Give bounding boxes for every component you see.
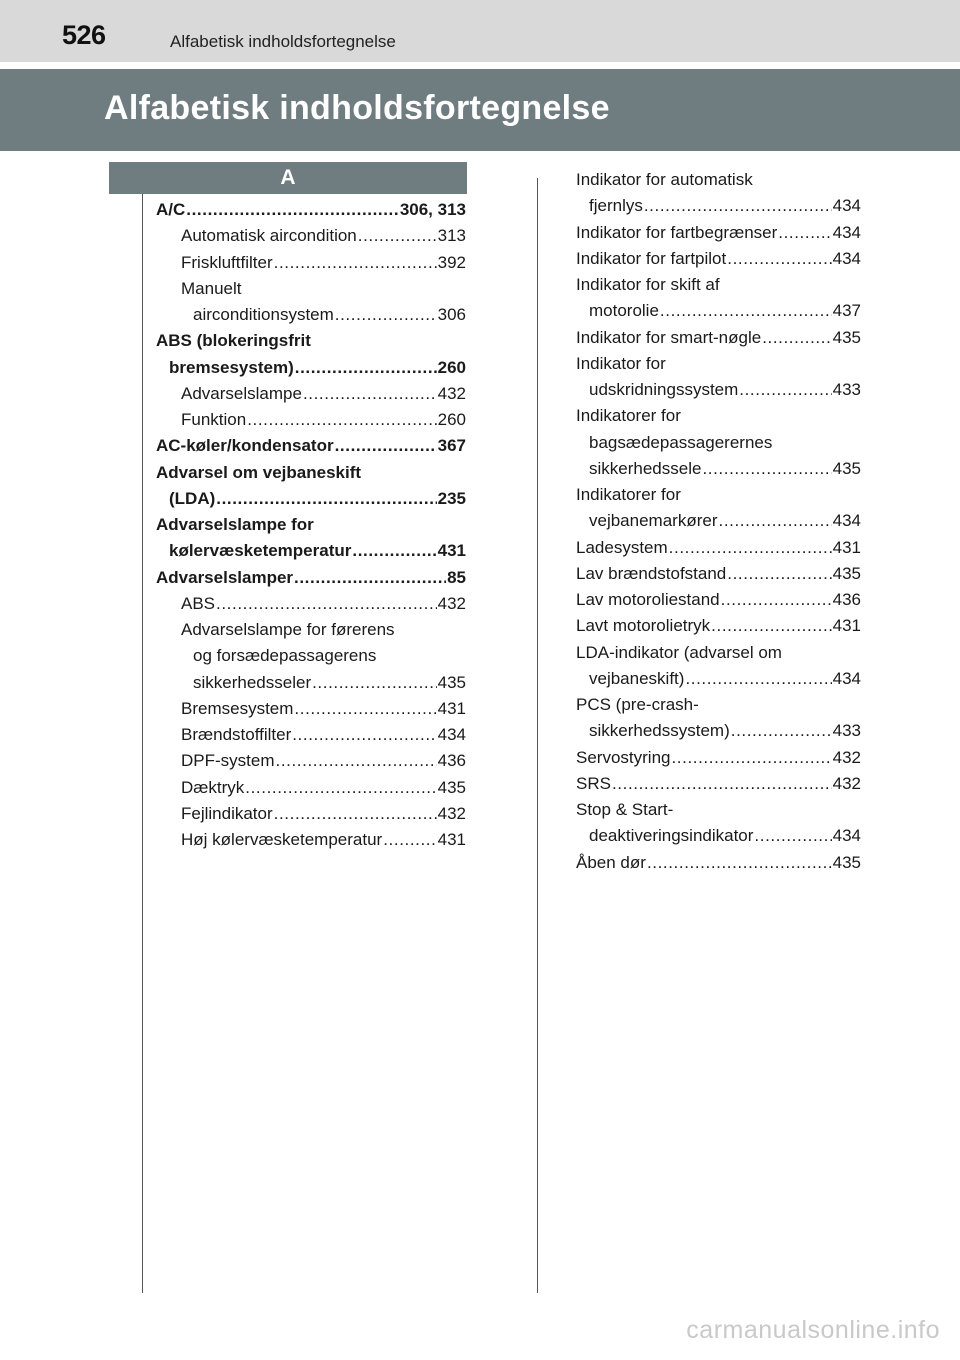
index-entry-term: sikkerhedssystem) xyxy=(589,721,730,741)
dot-leader xyxy=(276,748,437,774)
index-entry xyxy=(156,197,466,223)
index-entry-term: Indikator for xyxy=(576,353,666,373)
index-entry-term: airconditionsystem xyxy=(193,305,334,324)
dot-leader xyxy=(660,298,832,324)
index-entry-term: Friskluftfilter xyxy=(181,252,273,272)
index-entry-term: vejbaneskift) xyxy=(589,668,685,688)
chapter-banner xyxy=(0,69,960,151)
section-letter: A xyxy=(280,166,296,189)
index-entry-page: 313 xyxy=(437,226,466,246)
dot-leader xyxy=(216,591,437,617)
index-entry xyxy=(156,381,466,407)
index-entry-term: fjernlys xyxy=(589,196,643,216)
index-entry-page: 431 xyxy=(437,830,466,849)
index-entry-term: Automatisk aircondition xyxy=(181,226,357,246)
running-title: Alfabetisk indholdsfortegnelse xyxy=(170,32,396,51)
index-entry xyxy=(576,850,861,876)
index-entry-page: 432 xyxy=(437,593,466,613)
index-entry-term: Servostyring xyxy=(576,747,671,767)
left-column-rule xyxy=(142,178,143,1293)
index-entry-term: Indikator for skift af xyxy=(576,275,720,294)
index-entry-page: 432 xyxy=(832,747,861,767)
index-entry xyxy=(156,643,466,669)
dot-leader xyxy=(644,193,832,219)
index-entry xyxy=(576,535,861,561)
dot-leader xyxy=(303,381,437,407)
index-column-right xyxy=(576,167,861,876)
index-entry-page: 431 xyxy=(437,698,466,718)
dot-leader xyxy=(612,771,832,797)
index-entry xyxy=(156,276,466,302)
index-entry-term: kølervæsketemperatur xyxy=(169,541,352,561)
index-entry-term: AC-køler/kondensator xyxy=(156,436,334,456)
index-entry xyxy=(576,220,861,246)
index-entry xyxy=(156,433,466,459)
index-entry-term: bagsædepassagerernes xyxy=(589,432,773,452)
index-entry-page: 260 xyxy=(437,357,466,377)
dot-leader xyxy=(685,666,831,692)
index-entry-page: 235 xyxy=(437,488,466,508)
index-entry-page: 434 xyxy=(832,511,861,531)
index-entry xyxy=(156,407,466,433)
index-entry xyxy=(156,250,466,276)
index-entry xyxy=(156,460,466,486)
index-entry xyxy=(576,771,861,797)
index-entry xyxy=(576,167,861,193)
dot-leader xyxy=(245,775,436,801)
index-entry-page: 306 xyxy=(437,305,466,324)
index-entry-page: 435 xyxy=(832,458,861,478)
index-entry-term: Advarselslamper xyxy=(156,567,294,587)
index-entry xyxy=(576,613,861,639)
index-entry xyxy=(576,692,861,718)
index-entry xyxy=(156,670,466,696)
dot-leader xyxy=(335,302,437,328)
index-entry-term: ABS (blokeringsfrit xyxy=(156,331,311,351)
index-entry xyxy=(576,823,861,849)
index-entry xyxy=(156,302,466,328)
index-entry xyxy=(576,508,861,534)
index-entry-term: bremsesystem) xyxy=(169,357,294,377)
index-entry-page: 434 xyxy=(832,826,861,846)
index-entry xyxy=(576,246,861,272)
index-entry-page: 431 xyxy=(437,541,466,561)
index-entry-page: 434 xyxy=(832,222,861,242)
index-entry xyxy=(156,486,466,512)
index-column-left xyxy=(156,197,466,853)
dot-leader xyxy=(702,456,831,482)
index-entry-term: og forsædepassagerens xyxy=(193,646,377,666)
index-entry-page: 431 xyxy=(832,616,861,636)
index-entry xyxy=(576,745,861,771)
dot-leader xyxy=(739,377,831,403)
dot-leader xyxy=(274,250,437,276)
watermark: carmanualsonline.info xyxy=(686,1316,940,1344)
index-entry-page: 435 xyxy=(437,777,466,797)
dot-leader xyxy=(727,246,831,272)
index-entry-term: Lav brændstofstand xyxy=(576,563,727,583)
index-entry xyxy=(576,298,861,324)
index-entry-term: Funktion xyxy=(181,410,247,429)
index-entry-term: Indikatorer for xyxy=(576,406,681,426)
index-entry xyxy=(156,827,466,853)
index-entry xyxy=(576,561,861,587)
dot-leader xyxy=(669,535,832,561)
dot-leader xyxy=(186,197,399,223)
index-entry xyxy=(156,223,466,249)
index-entry-page: 260 xyxy=(437,410,466,429)
index-entry-term: udskridningssystem xyxy=(589,380,739,399)
index-entry-page: 392 xyxy=(437,252,466,272)
index-entry xyxy=(576,797,861,823)
index-entry xyxy=(576,403,861,429)
index-entry-term: Fejlindikator xyxy=(181,803,273,823)
index-entry-term: Indikator for automatisk xyxy=(576,170,753,189)
index-entry xyxy=(156,801,466,827)
index-entry-page: 434 xyxy=(832,196,861,216)
index-entry xyxy=(156,538,466,564)
top-header-bar xyxy=(0,0,960,62)
index-entry-page: 435 xyxy=(832,327,861,347)
dot-leader xyxy=(335,433,437,459)
index-entry-term: Ladesystem xyxy=(576,537,668,557)
index-entry xyxy=(576,193,861,219)
index-entry xyxy=(576,718,861,744)
index-entry-term: Brændstoffilter xyxy=(181,725,292,744)
index-entry-page: 432 xyxy=(832,773,861,793)
index-entry xyxy=(156,617,466,643)
index-entry-term: (LDA) xyxy=(169,488,216,508)
index-entry-term: vejbanemarkører xyxy=(589,511,718,531)
dot-leader xyxy=(719,508,832,534)
index-entry-term: Lav motoroliestand xyxy=(576,590,720,609)
index-entry-term: DPF-system xyxy=(181,751,275,771)
dot-leader xyxy=(754,823,831,849)
dot-leader xyxy=(383,827,436,853)
index-entry xyxy=(576,351,861,377)
index-entry-page: 306, 313 xyxy=(399,200,466,219)
section-letter-bar xyxy=(109,162,467,194)
index-entry-page: 437 xyxy=(832,301,861,321)
index-entry-page: 436 xyxy=(832,590,861,609)
index-entry-page: 434 xyxy=(437,725,466,744)
index-entry-term: Høj kølervæsketemperatur xyxy=(181,830,383,849)
middle-column-rule xyxy=(537,178,538,1293)
index-entry-term: Indikator for fartpilot xyxy=(576,248,727,268)
dot-leader xyxy=(711,613,831,639)
index-entry xyxy=(576,377,861,403)
index-entry-page: 367 xyxy=(437,436,466,456)
index-entry-term: sikkerhedsseler xyxy=(193,672,312,692)
index-entry-term: Advarselslampe xyxy=(181,383,302,403)
chapter-title: Alfabetisk indholdsfortegnelse xyxy=(104,89,610,127)
dot-leader xyxy=(671,745,831,771)
dot-leader xyxy=(312,670,437,696)
index-entry-term: Advarselslampe for xyxy=(156,515,314,534)
dot-leader xyxy=(294,696,436,722)
dot-leader xyxy=(647,850,832,876)
index-entry xyxy=(156,328,466,354)
index-entry xyxy=(576,456,861,482)
index-entry-term: Indikator for smart-nøgle xyxy=(576,327,762,347)
dot-leader xyxy=(358,223,437,249)
index-entry-term: Lavt motorolietryk xyxy=(576,616,711,636)
index-entry-page: 432 xyxy=(437,803,466,823)
index-entry-page: 434 xyxy=(832,668,861,688)
dot-leader xyxy=(294,565,446,591)
index-entry-term: Bremsesystem xyxy=(181,698,294,718)
index-entry xyxy=(156,591,466,617)
index-entry-page: 435 xyxy=(437,672,466,692)
index-entry-term: LDA-indikator (advarsel om xyxy=(576,642,782,662)
index-entry xyxy=(576,430,861,456)
index-entry-term: SRS xyxy=(576,773,611,793)
index-entry xyxy=(576,666,861,692)
index-entry xyxy=(156,722,466,748)
index-entry-page: 433 xyxy=(832,721,861,741)
index-entry xyxy=(576,325,861,351)
index-entry-term: motorolie xyxy=(589,301,659,321)
index-entry xyxy=(156,512,466,538)
index-entry-page: 434 xyxy=(832,248,861,268)
index-entry xyxy=(156,355,466,381)
index-entry-term: PCS (pre-crash- xyxy=(576,695,699,714)
index-entry-term: A/C xyxy=(156,200,186,219)
index-entry-page: 436 xyxy=(437,751,466,771)
dot-leader xyxy=(762,325,831,351)
index-entry-term: sikkerhedssele xyxy=(589,458,702,478)
dot-leader xyxy=(731,718,832,744)
dot-leader xyxy=(295,355,437,381)
dot-leader xyxy=(352,538,436,564)
index-entry-term: ABS xyxy=(181,593,216,613)
index-entry-term: Manuelt xyxy=(181,278,242,298)
index-entry-term: Dæktryk xyxy=(181,777,245,797)
index-entry xyxy=(156,775,466,801)
dot-leader xyxy=(292,722,436,748)
index-entry-page: 431 xyxy=(832,537,861,557)
index-entry-page: 432 xyxy=(437,383,466,403)
index-entry-term: Stop & Start- xyxy=(576,800,674,819)
index-entry xyxy=(576,587,861,613)
index-entry xyxy=(576,482,861,508)
index-entry-term: Advarsel om vejbaneskift xyxy=(156,462,362,482)
index-entry xyxy=(156,565,466,591)
index-entry xyxy=(576,640,861,666)
dot-leader xyxy=(778,220,831,246)
index-entry xyxy=(576,272,861,298)
index-entry-page: 433 xyxy=(832,380,861,399)
index-entry-term: deaktiveringsindikator xyxy=(589,826,754,846)
dot-leader xyxy=(247,407,436,433)
dot-leader xyxy=(727,561,831,587)
index-entry-term: Indikatorer for xyxy=(576,485,681,504)
index-entry-page: 85 xyxy=(447,567,466,587)
index-entry-term: Åben dør xyxy=(576,852,646,872)
index-entry-term: Advarselslampe for førerens xyxy=(181,620,395,639)
index-entry-page: 435 xyxy=(832,852,861,872)
dot-leader xyxy=(721,587,832,613)
index-entry-term: Indikator for fartbegrænser xyxy=(576,222,778,242)
index-entry-page: 435 xyxy=(832,563,861,583)
dot-leader xyxy=(274,801,437,827)
index-entry xyxy=(156,696,466,722)
dot-leader xyxy=(216,486,436,512)
index-entry xyxy=(156,748,466,774)
page-number: 526 xyxy=(62,20,106,50)
